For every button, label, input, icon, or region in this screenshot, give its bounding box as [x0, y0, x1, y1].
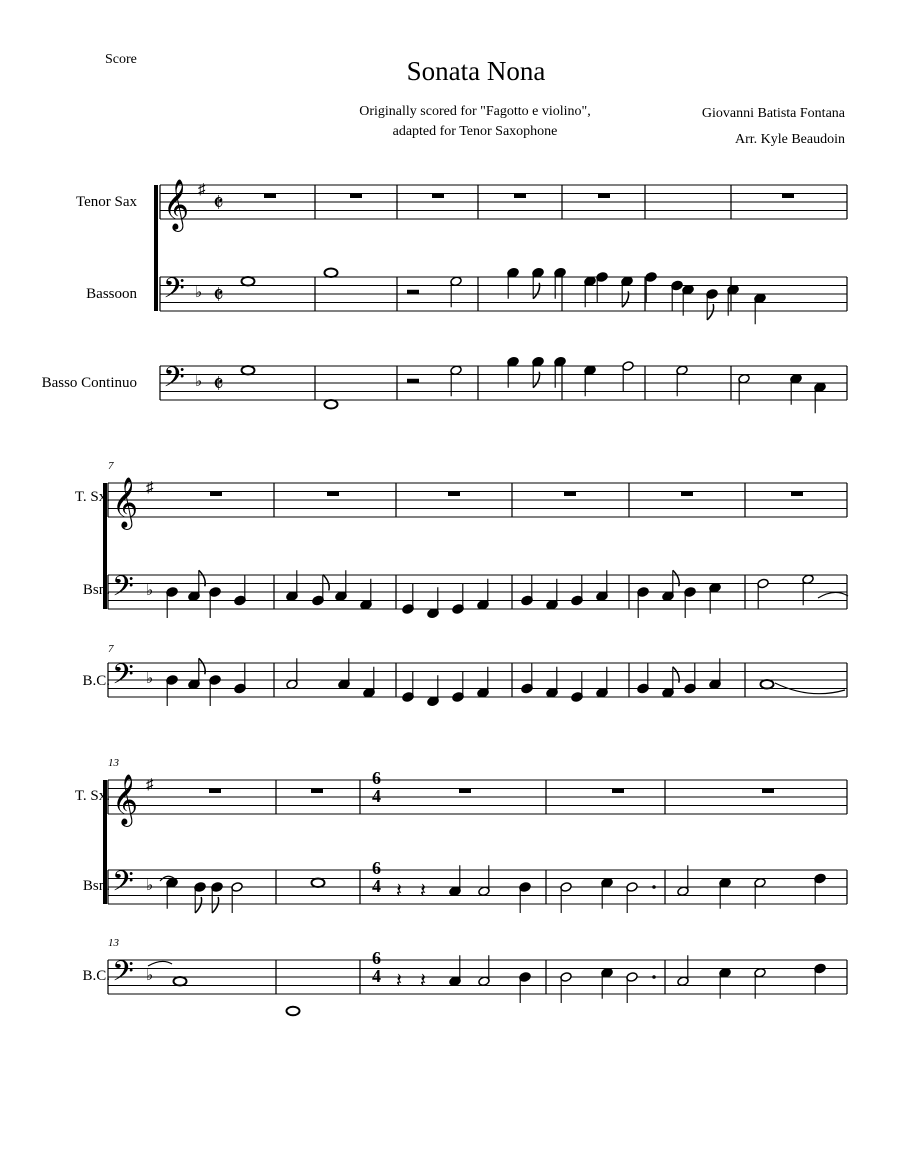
flat-icon: ♭ — [146, 878, 154, 894]
cut-time-icon: 𝄵 — [213, 283, 224, 309]
time-sig-denominator: 4 — [372, 786, 381, 806]
whole-rest-icon — [791, 492, 803, 497]
piece-title: Sonata Nona — [406, 56, 546, 86]
staff-label-t-sx: T. Sx. — [74, 788, 110, 804]
whole-rest-icon — [327, 492, 339, 497]
whole-note — [242, 277, 255, 286]
bass-clef-icon: 𝄢 — [163, 363, 185, 400]
treble-clef-icon: 𝄞 — [163, 180, 190, 229]
score-label: Score — [105, 52, 137, 67]
note-flag — [212, 897, 218, 913]
whole-note — [325, 268, 338, 277]
staff-label-tenor-sax: Tenor Sax — [75, 194, 137, 210]
tie — [148, 961, 172, 966]
dot — [652, 885, 656, 889]
staff-label-bc: B.C. — [82, 968, 110, 984]
treble-clef-icon: 𝄞 — [112, 478, 139, 527]
whole-rest-icon — [459, 789, 471, 794]
whole-rest-icon — [612, 789, 624, 794]
note-flag — [323, 575, 329, 591]
whole-rest-icon — [782, 194, 794, 199]
bass-clef-icon: 𝄢 — [112, 572, 134, 609]
quarter-rest-icon: 𝄽 — [420, 880, 427, 902]
whole-rest-icon — [210, 492, 222, 497]
subtitle-line-2: adapted for Tenor Saxophone — [392, 124, 558, 139]
system-1 — [42, 194, 138, 391]
staff-label-bassoon: Bassoon — [86, 286, 137, 302]
whole-rest-icon — [350, 194, 362, 199]
bass-clef-icon: 𝄢 — [112, 660, 134, 697]
notes-layer — [112, 180, 848, 1015]
half-rest-icon — [407, 379, 419, 383]
measure-number: 13 — [108, 937, 119, 949]
whole-note — [312, 878, 325, 887]
whole-rest-icon — [448, 492, 460, 497]
quarter-rest-icon: 𝄽 — [420, 970, 427, 992]
note-flag — [195, 897, 201, 913]
quarter-rest-icon: 𝄽 — [396, 880, 403, 902]
arranger: Arr. Kyle Beaudoin — [734, 132, 845, 147]
quarter-rest-icon: 𝄽 — [396, 970, 403, 992]
staff-label-bc: B.C. — [82, 673, 110, 689]
sharp-icon: ♯ — [146, 480, 154, 496]
whole-note — [287, 1007, 300, 1016]
half-rest-icon — [407, 290, 419, 294]
treble-clef-icon: 𝄞 — [112, 775, 139, 824]
time-sig-denominator: 4 — [372, 966, 381, 986]
note-flag — [707, 304, 713, 320]
cut-time-icon: 𝄵 — [213, 372, 224, 398]
whole-note — [242, 366, 255, 375]
dot — [652, 975, 656, 979]
time-sig-denominator: 4 — [372, 876, 381, 896]
whole-rest-icon — [432, 194, 444, 199]
whole-rest-icon — [762, 789, 774, 794]
time-sig-numerator: 6 — [372, 768, 381, 788]
flat-icon: ♭ — [146, 671, 154, 687]
flat-icon: ♭ — [146, 583, 154, 599]
whole-rest-icon — [564, 492, 576, 497]
staff-label-bsn: Bsn. — [82, 582, 110, 598]
measure-number: 7 — [108, 460, 114, 472]
staff-label-basso-continuo: Basso Continuo — [41, 375, 137, 391]
time-sig-numerator: 6 — [372, 858, 381, 878]
staff-label-t-sx: T. Sx. — [74, 489, 110, 505]
sharp-icon: ♯ — [198, 182, 206, 198]
whole-note — [174, 977, 187, 986]
sharp-icon: ♯ — [146, 777, 154, 793]
bass-clef-icon: 𝄢 — [163, 274, 185, 311]
whole-rest-icon — [311, 789, 323, 794]
whole-note — [325, 400, 338, 409]
whole-rest-icon — [264, 194, 276, 199]
flat-icon: ♭ — [195, 285, 203, 301]
staff-label-bsn: Bsn. — [82, 878, 110, 894]
bass-clef-icon: 𝄢 — [112, 867, 134, 904]
flat-icon: ♭ — [195, 374, 203, 390]
flat-icon: ♭ — [146, 968, 154, 984]
bass-clef-icon: 𝄢 — [112, 957, 134, 994]
measure-number: 7 — [108, 643, 114, 655]
measure-number: 13 — [108, 757, 119, 769]
whole-rest-icon — [598, 194, 610, 199]
subtitle-line-1: Originally scored for "Fagotto e violino", — [359, 104, 591, 119]
tie — [818, 592, 848, 598]
whole-rest-icon — [209, 789, 221, 794]
composer: Giovanni Batista Fontana — [701, 106, 845, 121]
whole-rest-icon — [514, 194, 526, 199]
time-sig-numerator: 6 — [372, 948, 381, 968]
cut-time-icon: 𝄵 — [213, 191, 224, 217]
whole-note — [761, 680, 774, 689]
whole-rest-icon — [681, 492, 693, 497]
